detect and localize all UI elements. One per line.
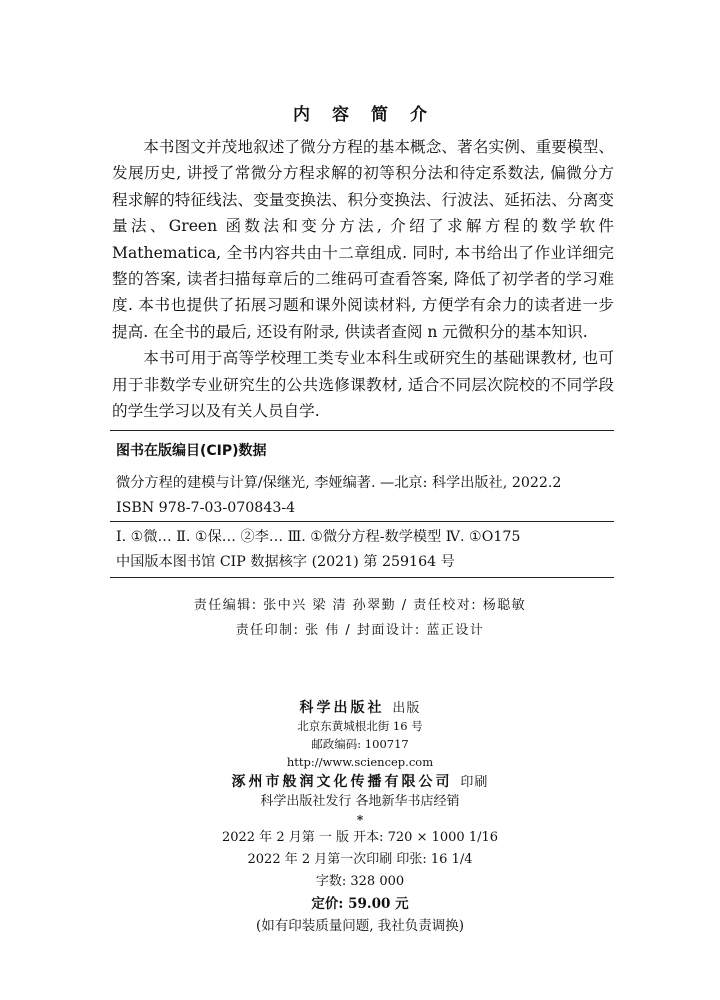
cip-core-record: 中国版本图书馆 CIP 数据核字 (2021) 第 259164 号 <box>116 554 455 570</box>
cip-bottom-rule <box>110 577 614 578</box>
publisher-name-suffix: 出版 <box>392 701 421 716</box>
quality-note: (如有印装质量问题, 我社负责调换) <box>255 918 465 934</box>
cip-middle-rule <box>110 521 614 522</box>
publisher-info <box>0 697 720 937</box>
publisher-name: 科学出版社 <box>299 700 385 716</box>
printer-line <box>0 771 720 791</box>
publisher-postcode: 邮政编码: 100717 <box>311 737 409 751</box>
separator-star: * <box>356 813 364 827</box>
publisher-name-line <box>0 697 720 717</box>
synopsis-paragraph-1: 本书图文并茂地叙述了微分方程的基本概念、著名实例、重要模型、发展历史, 讲授了常微分方程求解的初等积分法和待定系数法, 偏微分方程求解的特征线法、变量变换法、积分变换法、行波法、延拓法、分离变量法、Green 函数法和变分方法, 介绍了求解方程的数学软件 Mathematica, 全书内容共由十二章组成. 同时, 本书给出了作业详细完整的答案, 读者扫描每章后的二维码可查看答案, 降低了初学者的学习难度. 本书也提供了拓展习题和课外阅读材料, 方便学有余力的读者进一步提高. 在全书的最后, 还设有附录, 供读者查阅 n 元微积分的基本知识. <box>112 138 614 341</box>
cip-classification: Ⅰ. ①微… Ⅱ. ①保… ②李… Ⅲ. ①微分方程-数学模型 Ⅳ. ①O175 <box>116 529 521 545</box>
synopsis-paragraph-2: 本书可用于高等学校理工类专业本科生或研究生的基础课教材, 也可用于非数学专业研究生的公共选修课教材, 适合不同层次院校的不同学段的学生学习以及有关人员自学. <box>112 349 614 421</box>
cip-top-rule <box>110 430 614 431</box>
credits-line-editors: 责任编辑: 张中兴 梁 清 孙翠勤 / 责任校对: 杨聪敏 <box>193 598 527 613</box>
cip-heading: 图书在版编目(CIP)数据 <box>116 443 267 459</box>
distribution: 科学出版社发行 各地新华书店经销 <box>260 794 460 809</box>
printer-name: 涿州市般润文化传播有限公司 <box>231 774 453 790</box>
edition-info: 2022 年 2 月第 一 版 开本: 720 × 1000 1/16 <box>221 830 499 845</box>
printing-info: 2022 年 2 月第一次印刷 印张: 16 1/4 <box>247 852 473 867</box>
cip-book-line: 微分方程的建模与计算/保继光, 李娅编著. —北京: 科学出版社, 2022.2 <box>116 475 562 491</box>
page-title: 内容简介 <box>293 105 449 125</box>
publisher-url: http://www.sciencep.com <box>286 755 434 769</box>
price: 定价: 59.00 元 <box>311 896 409 912</box>
credits <box>0 593 720 643</box>
credits-line-printing: 责任印制: 张 伟 / 封面设计: 蓝正设计 <box>235 623 485 638</box>
synopsis <box>112 134 614 424</box>
printer-suffix: 印刷 <box>460 775 489 790</box>
publisher-address: 北京东黄城根北街 16 号 <box>297 719 423 733</box>
word-count: 字数: 328 000 <box>315 874 405 889</box>
cip-block <box>110 430 614 578</box>
cip-isbn: ISBN 978-7-03-070843-4 <box>116 500 296 516</box>
